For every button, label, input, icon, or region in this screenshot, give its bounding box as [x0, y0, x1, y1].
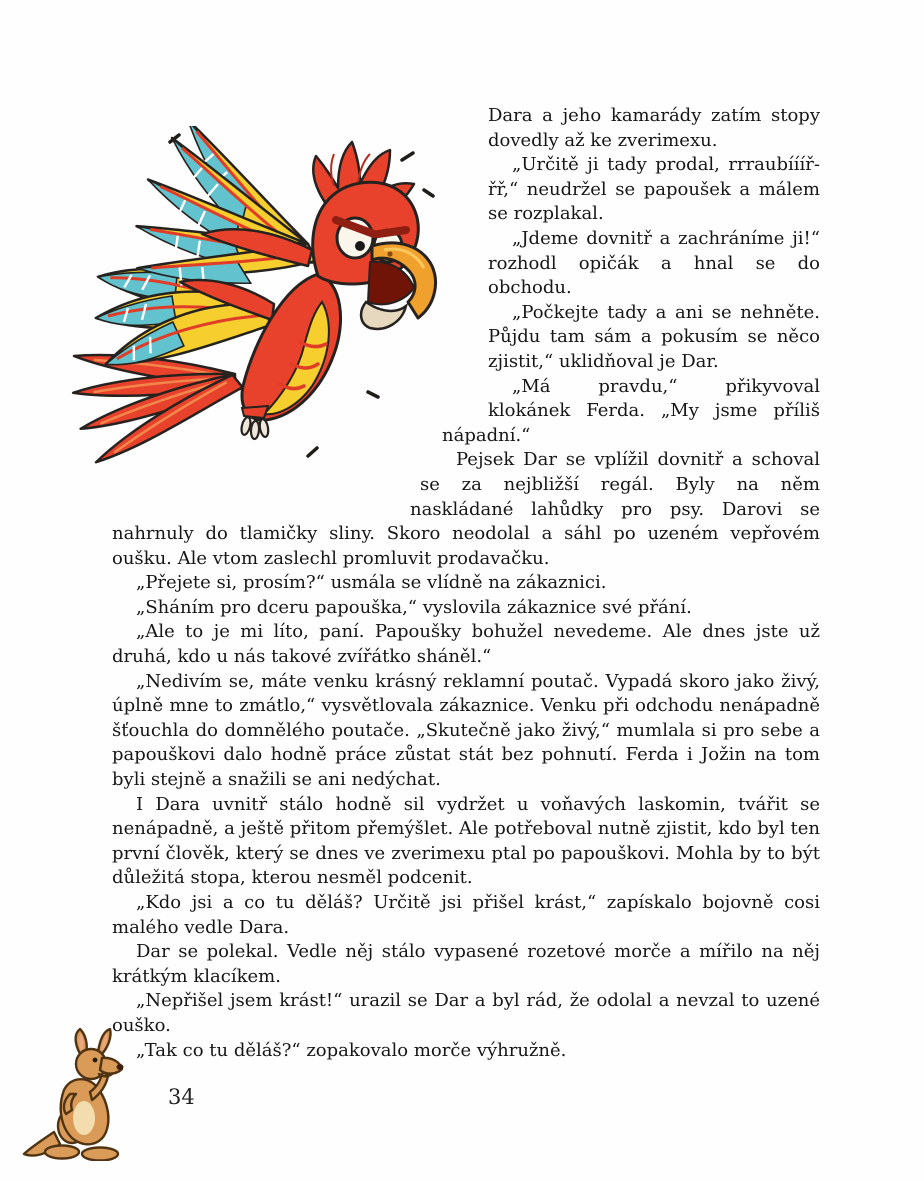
- paragraph: „Tak co tu děláš?“ zopakovalo morče výhružně.: [136, 1039, 567, 1061]
- text-wrap-spacer: [112, 475, 410, 500]
- page-text: [112, 104, 820, 1063]
- text-wrap-spacer: [112, 104, 488, 400]
- paragraph: „Nedivím se, máte venku krásný reklamní poutač. Vypadá skoro jako živý, úplně mne to zmátlo,“ vysvětlovala zákaznice. Venku při odchodu nenápadně šťouchla do domnělého poutače. „Skutečně jako živý,“ mumlala si pro sebe a papouškovi dalo hodně práce zůstat stát bez pohnutí. Ferda i Jožin na tom byli stejně a snažili se ani nedýchat.: [112, 670, 820, 791]
- paragraph: Dar se polekal. Vedle něj stálo vypasené rozetové morče a mířilo na něj krátkým klacíkem.: [112, 941, 820, 987]
- text-wrap-spacer: [112, 425, 432, 450]
- paragraph: „Nepřišel jsem krást!“ urazil se Dar a byl rád, že odolal a nevzal to uzené ouško.: [112, 990, 820, 1036]
- paragraph: „Určitě ji tady prodal, rrraubíííř-řř,“ neudržel se papoušek a málem se rozplakal.: [488, 154, 820, 225]
- paragraph: Dara a jeho kamarády zatím stopy dovedly až ke zverimexu.: [488, 105, 820, 151]
- text-wrap-spacer: [112, 400, 442, 425]
- paragraph: „Kdo jsi a co tu děláš? Určitě jsi přišel krást,“ zapískalo bojovně cosi malého vedle Dara.: [112, 892, 820, 938]
- paragraph: I Dara uvnitř stálo hodně sil vydržet u voňavých laskomin, tvářit se nenápadně, a ještě přitom přemýšlet. Ale potřeboval nutně zjistit, kdo byl ten první člověk, který se dnes ve zverimexu ptal po papouškovi. Mohla by to být důležitá stopa, kterou nesměl podcenit.: [112, 793, 820, 889]
- kangaroo-illustration: [20, 1026, 145, 1161]
- paragraph: „Sháním pro dceru papouška,“ vyslovila zákaznice své přání.: [136, 596, 692, 618]
- text-wrap-spacer: [112, 450, 420, 475]
- paragraph: „Jdeme dovnitř a zachráníme ji!“ rozhodl opičák a hnal se do obchodu.: [488, 227, 820, 299]
- paragraph: „Počkejte tady a ani se nehněte. Půjdu tam sám a pokusím se něco zjistit,“ uklidňoval je Dar.: [488, 301, 820, 372]
- page-number: 34: [168, 1085, 195, 1109]
- paragraph: „Má pravdu,“ přikyvoval klokánek Ferda. „My jsme příliš nápadní.“: [442, 375, 820, 446]
- paragraph: Pejsek Dar se vplížil dovnitř a schoval se za nejbližší regál. Byly na něm naskládané lahůdky pro psy. Darovi se nahrnuly do tlamičky sliny. Skoro neodolal a sáhl po uzeném vepřovém oušku. Ale vtom zaslechl promluvit prodavačku.: [112, 449, 820, 569]
- paragraph: „Přejete si, prosím?“ usmála se vlídně na zákaznici.: [136, 572, 607, 594]
- paragraph: „Ale to je mi líto, paní. Papoušky bohužel nevedeme. Ale dnes jste už druhá, kdo u nás takové zvířátko sháněl.“: [112, 621, 820, 668]
